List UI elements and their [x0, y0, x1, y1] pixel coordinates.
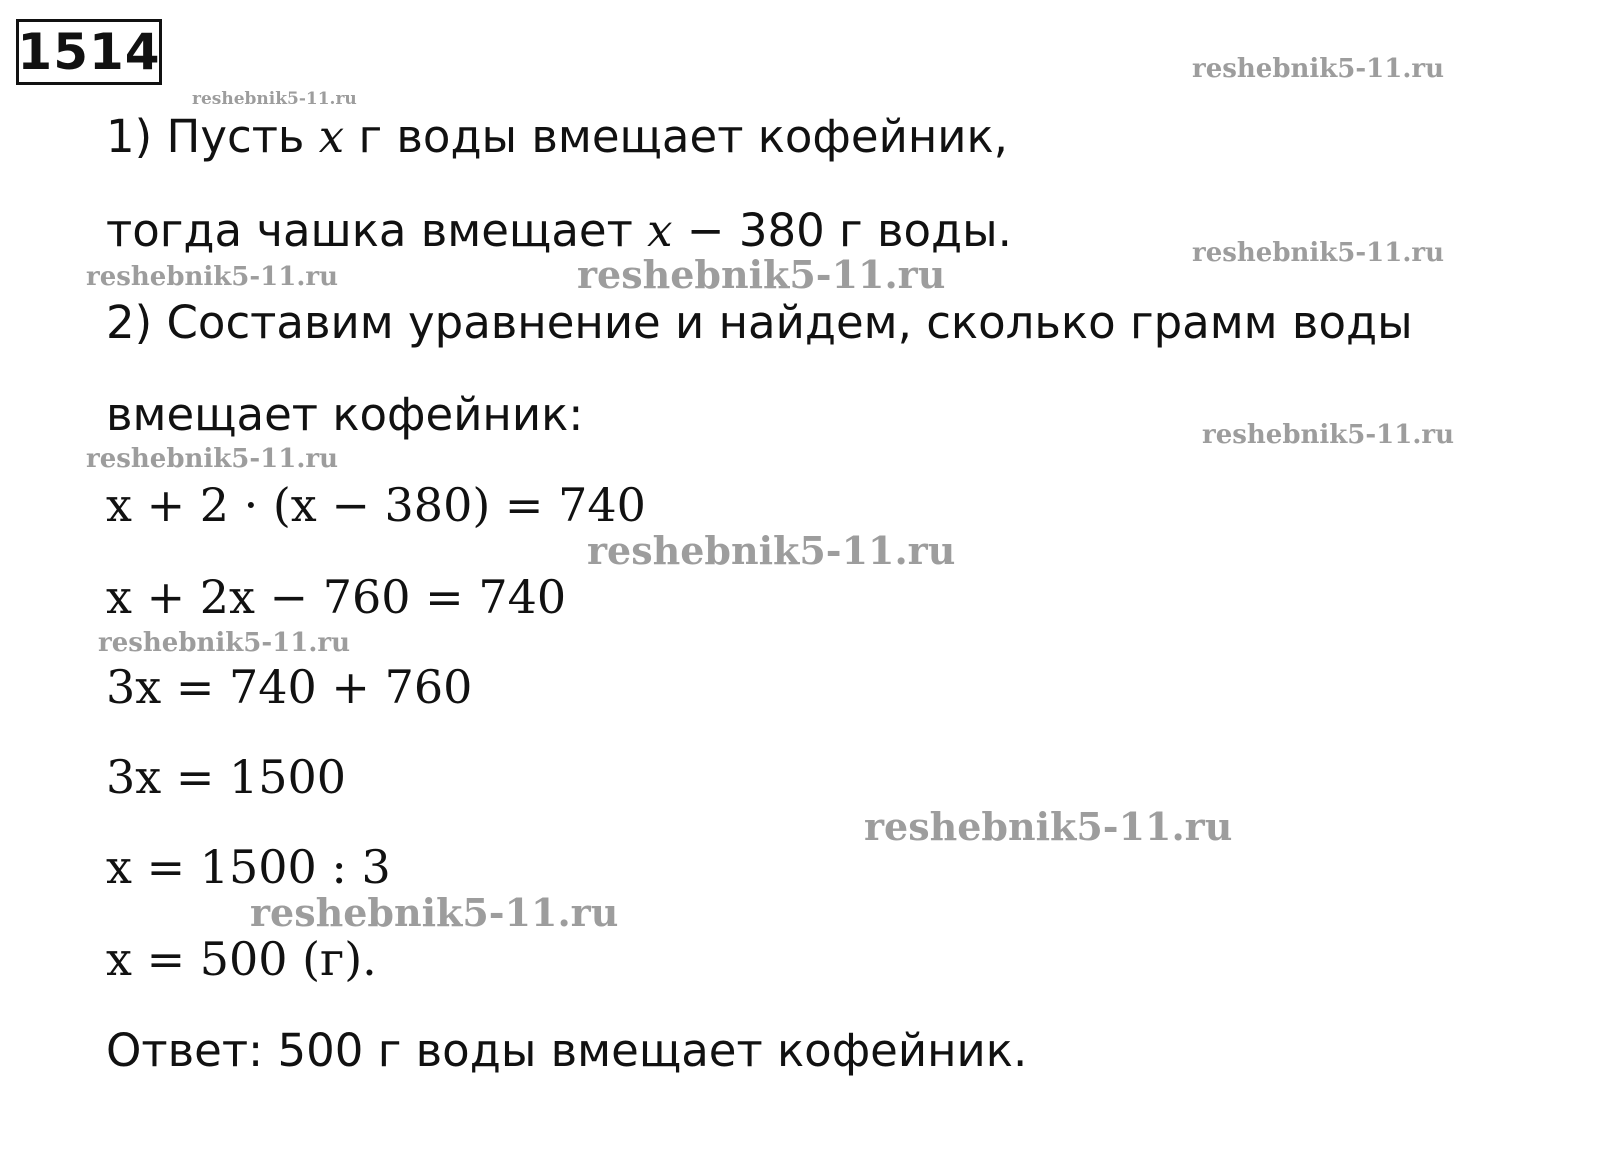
step1-line2-tail: − 380 г воды. — [672, 204, 1012, 257]
answer-line: Ответ: 500 г воды вмещает кофейник. — [106, 1024, 1028, 1077]
equation-3: 3x = 740 + 760 — [106, 660, 473, 714]
step1-line2 — [106, 204, 1012, 257]
equation-6: x = 500 (г). — [106, 932, 377, 986]
equation-5: x = 1500 : 3 — [106, 840, 391, 894]
watermark: reshebnik5-11.ru — [587, 528, 956, 573]
watermark: reshebnik5-11.ru — [864, 804, 1233, 849]
equation-1: x + 2 · (x − 380) = 740 — [106, 478, 646, 532]
watermark: reshebnik5-11.ru — [86, 262, 339, 292]
step1-text-before: 1) Пусть — [106, 110, 319, 163]
problem-number: 1514 — [16, 19, 162, 85]
variable-x: x — [318, 110, 345, 163]
watermark: reshebnik5-11.ru — [1202, 420, 1455, 450]
watermark: reshebnik5-11.ru — [577, 252, 946, 297]
step1-text-after: г воды вмещает кофейник, — [344, 110, 1008, 163]
step1-line1 — [106, 110, 1008, 163]
step2-line2: вмещает кофейник: — [106, 388, 584, 441]
watermark: reshebnik5-11.ru — [86, 444, 339, 474]
step2-line1: 2) Составим уравнение и найдем, сколько грамм воды — [106, 296, 1413, 349]
step1-line2-text: тогда чашка вмещает — [106, 204, 648, 257]
equation-2: x + 2x − 760 = 740 — [106, 570, 567, 624]
variable-x: x — [647, 204, 673, 257]
watermark: reshebnik5-11.ru — [1192, 238, 1445, 268]
watermark: reshebnik5-11.ru — [192, 89, 357, 109]
watermark: reshebnik5-11.ru — [98, 628, 351, 658]
watermark: reshebnik5-11.ru — [250, 890, 619, 935]
equation-4: 3x = 1500 — [106, 750, 347, 804]
watermark: reshebnik5-11.ru — [1192, 54, 1445, 84]
